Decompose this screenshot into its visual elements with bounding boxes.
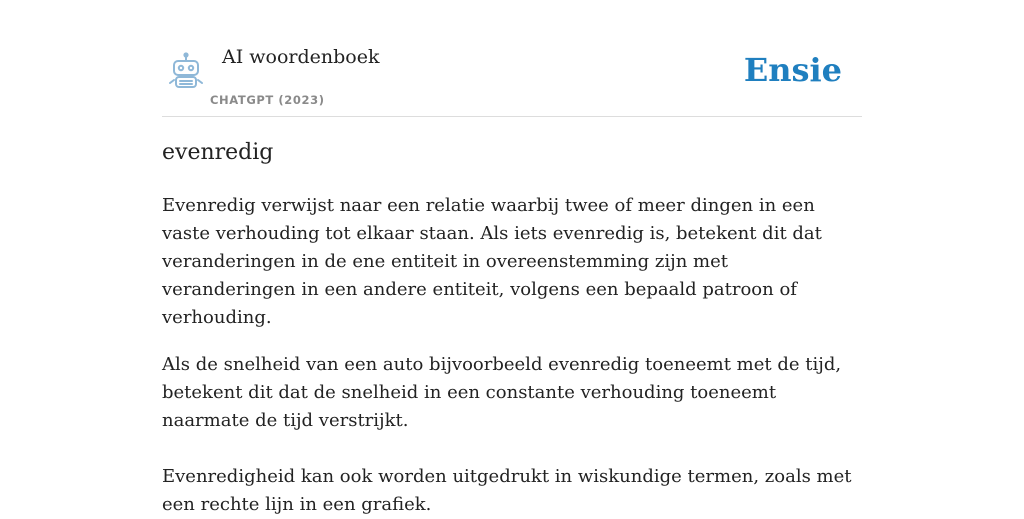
definition-paragraph: Evenredig verwijst naar een relatie waarbij twee of meer dingen in een vaste verhouding tot elkaar staan. Als iets evenredig is, betekent dit dat veranderingen in de ene entiteit in overeenstemming zijn met veranderingen in een andere entiteit, volgens een bepaald patroon of verhouding.: [162, 195, 822, 328]
header: [162, 40, 862, 117]
source-label: CHATGPT (2023): [210, 93, 325, 107]
robot-icon: [166, 52, 206, 92]
entry-term: evenredig: [162, 140, 274, 165]
definition-paragraph: Als de snelheid van een auto bijvoorbeeld evenredig toeneemt met de tijd, betekent dit dat de snelheid in een constante verhouding toeneemt naarmate de tijd verstrijkt.: [162, 354, 842, 431]
brand-logo[interactable]: Ensie: [743, 51, 842, 89]
definition-paragraph: Evenredigheid kan ook worden uitgedrukt in wiskundige termen, zoals met een rechte lijn in een grafiek.: [162, 466, 852, 515]
entry-definition: [162, 192, 862, 519]
site-title[interactable]: AI woordenboek: [222, 46, 380, 68]
